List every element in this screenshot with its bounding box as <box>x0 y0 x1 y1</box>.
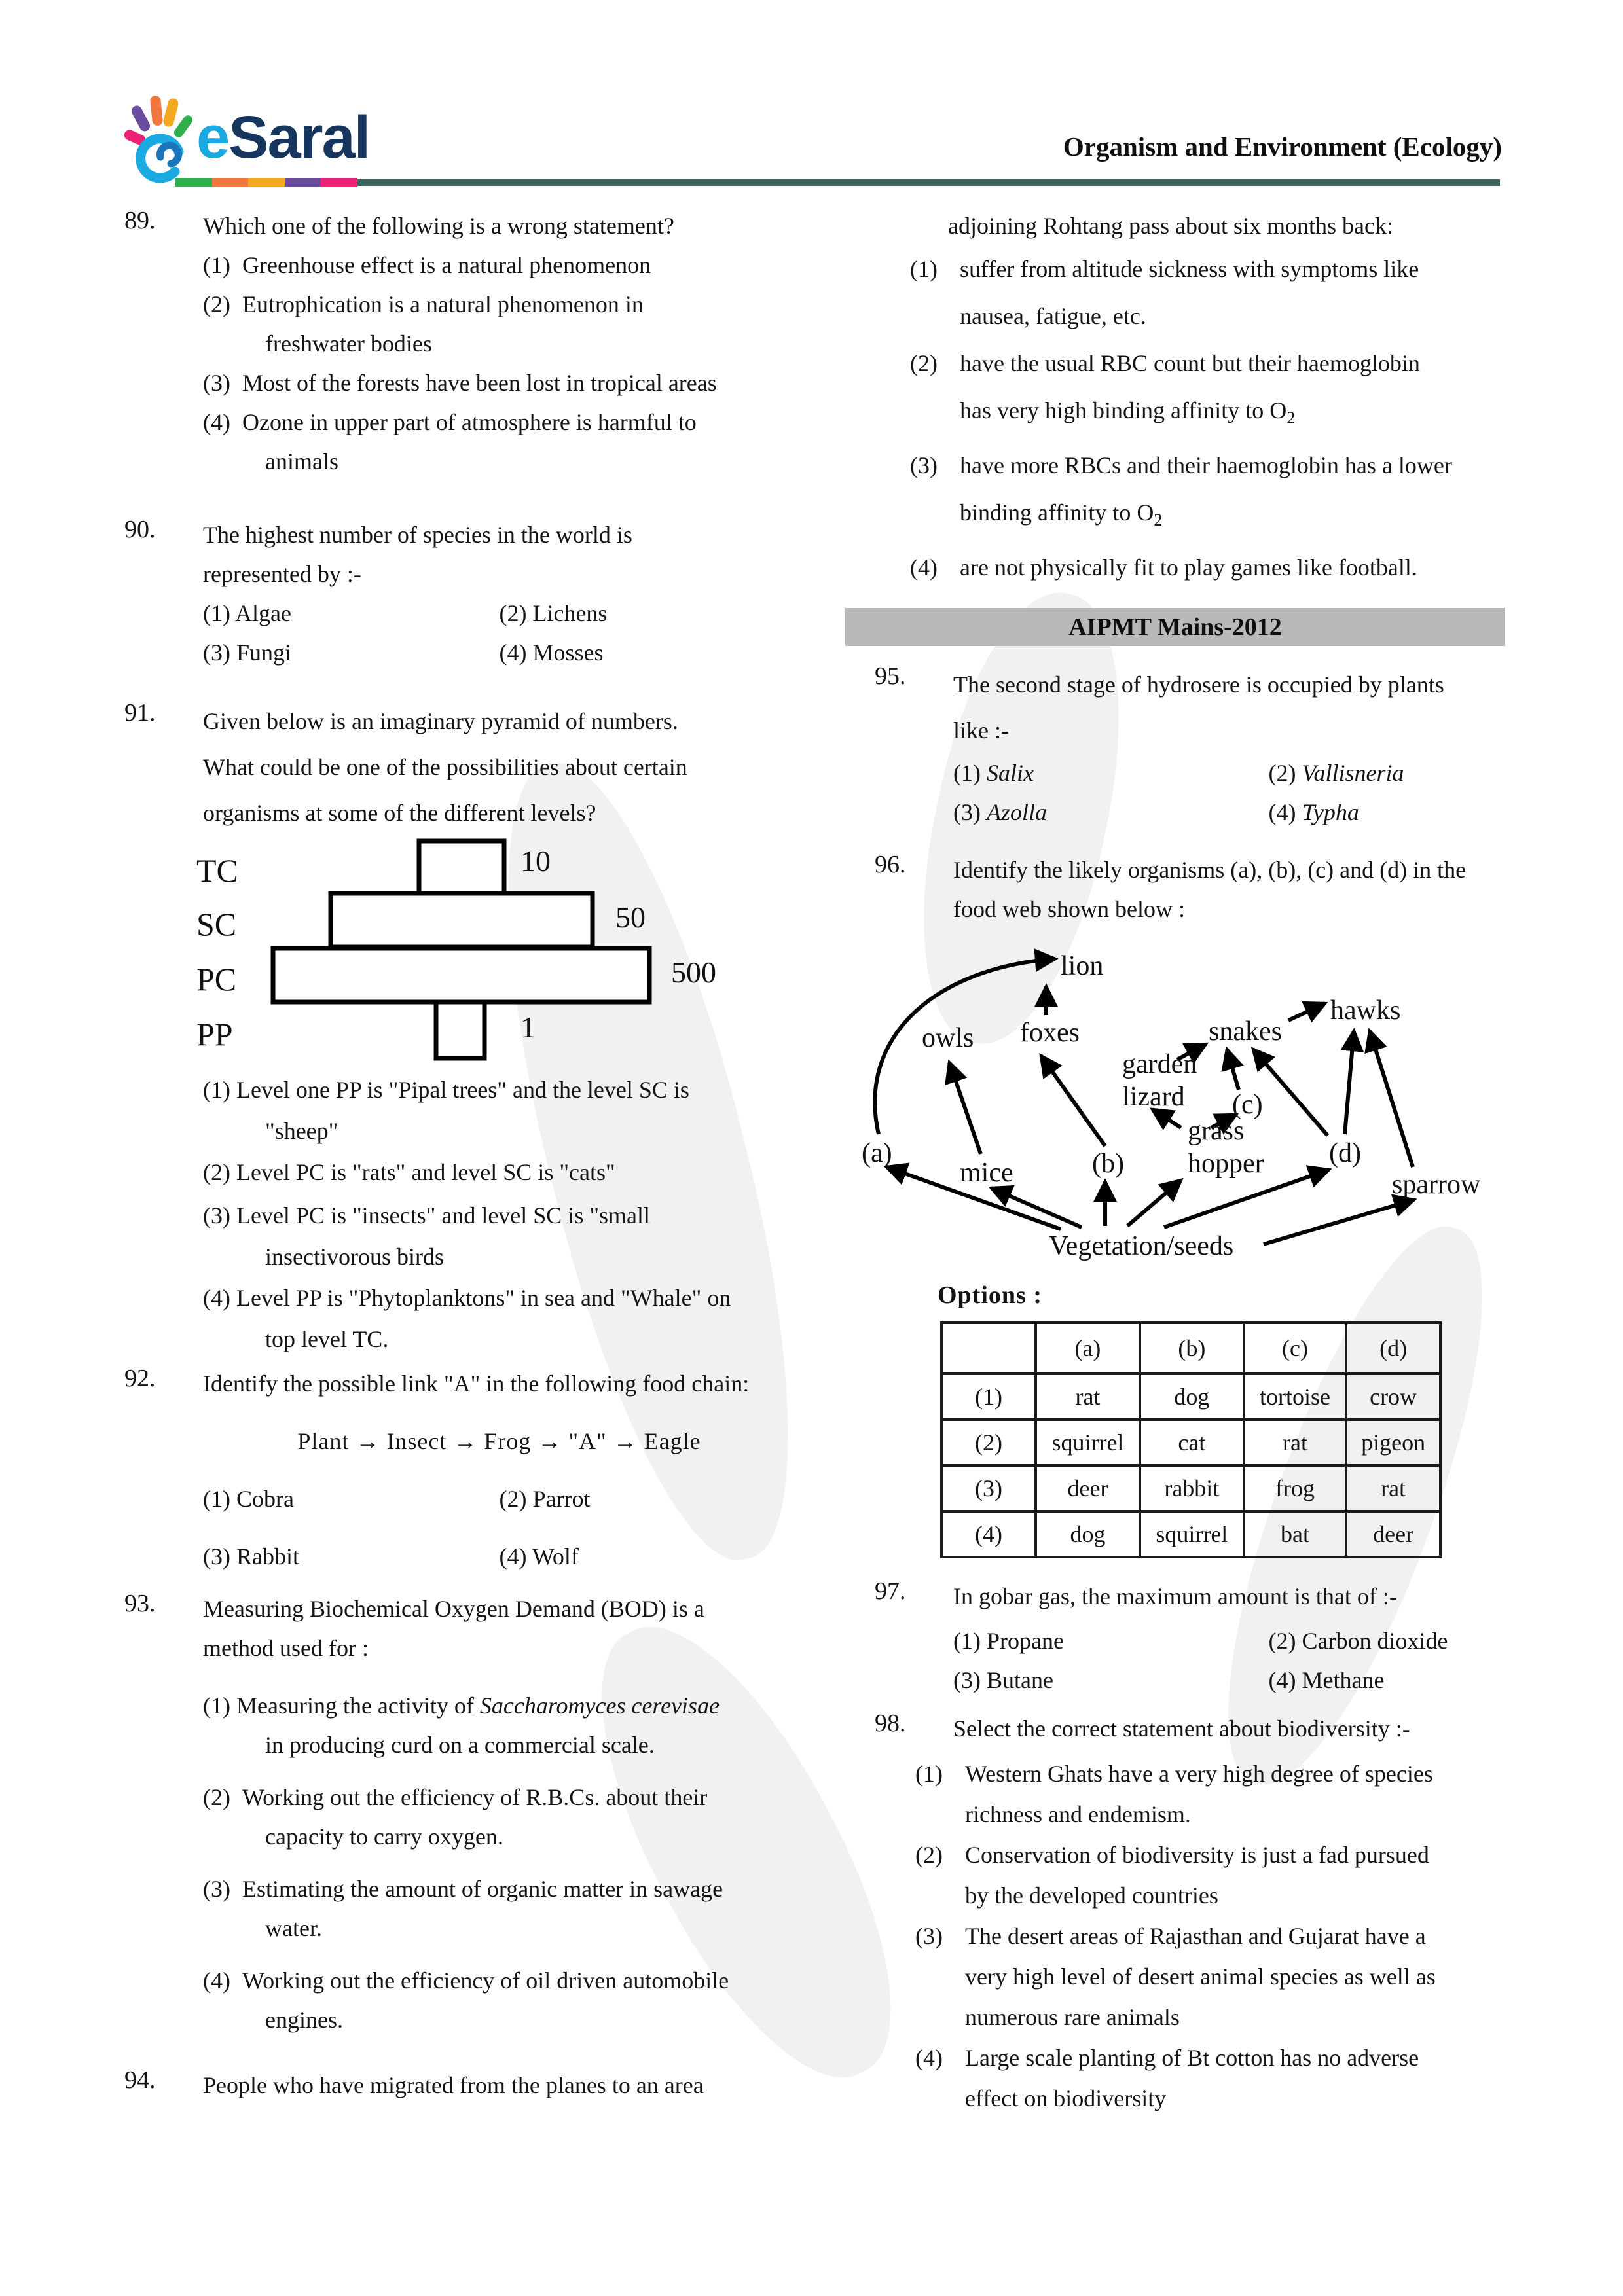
option-text: binding affinity to O <box>960 499 1154 526</box>
option: (4) Methane <box>1268 1667 1385 1694</box>
option-row <box>953 1621 1584 1660</box>
table-cell: dog <box>1140 1374 1244 1420</box>
web-node-lizard: lizard <box>1122 1082 1185 1113</box>
table-cell: crow <box>1346 1374 1440 1420</box>
option: (3) Butane <box>953 1667 1053 1694</box>
option-text: Eutrophication is a natural phenomenon in <box>242 291 644 317</box>
option-label: (2) <box>203 291 230 317</box>
option-continuation: capacity to carry oxygen. <box>265 1823 503 1850</box>
table-row <box>941 1511 1440 1557</box>
option-label: (1) <box>203 252 230 278</box>
option-text: The desert areas of Rajasthan and Gujarat have a <box>965 1923 1426 1950</box>
option-label: (2) <box>1268 760 1302 787</box>
option <box>910 340 1584 387</box>
question-93 <box>124 1589 795 2039</box>
web-node-snakes: snakes <box>1209 1016 1282 1047</box>
question-text: What could be one of the possibilities about certain <box>203 754 687 780</box>
option-text: have the usual RBC count but their haemoglobin <box>960 350 1420 376</box>
question-text: People who have migrated from the planes to an area <box>203 2072 704 2098</box>
table-cell: (1) <box>941 1374 1036 1420</box>
table-cell: tortoise <box>1244 1374 1346 1420</box>
option-label: (2) <box>910 350 938 376</box>
web-node-d: (d) <box>1329 1138 1361 1169</box>
table-cell: deer <box>1036 1465 1140 1511</box>
header-rule <box>357 179 1500 186</box>
table-cell: rat <box>1244 1420 1346 1465</box>
option <box>203 245 795 285</box>
question-text: Identify the likely organisms (a), (b), (c) and (d) in the <box>953 857 1467 884</box>
question-text: Given below is an imaginary pyramid of numbers. <box>203 708 678 734</box>
option <box>203 1869 795 1909</box>
table-header-cell: (d) <box>1346 1323 1440 1374</box>
question-97 <box>875 1577 1584 1700</box>
table-cell: pigeon <box>1346 1420 1440 1465</box>
option-text: Working out the efficiency of oil driven automobile <box>242 1967 729 1994</box>
option-text: Most of the forests have been lost in tropical areas <box>242 370 717 396</box>
option-text: has very high binding affinity to O <box>960 397 1287 423</box>
option-label: (3) <box>910 452 938 479</box>
option-text: Conservation of biodiversity is just a fad pursued <box>965 1842 1429 1869</box>
option <box>953 753 1269 793</box>
option-label: (3) <box>915 1923 943 1950</box>
pyramid-value: 50 <box>615 901 646 934</box>
table-row <box>941 1374 1440 1420</box>
option: (1) Level one PP is "Pipal trees" and the level SC is <box>203 1077 689 1103</box>
option: (1) Propane <box>953 1628 1064 1655</box>
question-text: In gobar gas, the maximum amount is that of :- <box>953 1583 1397 1610</box>
table-row <box>941 1420 1440 1465</box>
question-text: The highest number of species in the world is <box>203 522 632 548</box>
option-text: Working out the efficiency of R.B.Cs. about their <box>242 1784 708 1810</box>
option-continuation: nausea, fatigue, etc. <box>960 303 1146 329</box>
option: (2) Parrot <box>499 1486 591 1512</box>
web-node-vegetation-seeds: Vegetation/seeds <box>1049 1231 1234 1262</box>
table-cell: rat <box>1346 1465 1440 1511</box>
option <box>915 1753 1584 1794</box>
table-header-cell <box>941 1323 1036 1374</box>
option-continuation: numerous rare animals <box>965 2004 1180 2031</box>
option-label: (3) <box>203 1876 230 1902</box>
table-cell: squirrel <box>1140 1511 1244 1557</box>
option-label: (1) <box>953 760 987 787</box>
page-title: Organism and Environment (Ecology) <box>1063 132 1502 162</box>
question-96-options <box>875 1272 1584 1558</box>
arrow-d-to-hawks <box>1345 1031 1354 1134</box>
question-number: 97. <box>875 1577 906 1605</box>
option: (1) Cobra <box>203 1486 294 1512</box>
table-cell: rat <box>1036 1374 1140 1420</box>
option: (4) Wolf <box>499 1543 579 1570</box>
question-98 <box>875 1709 1584 2119</box>
question-text: represented by :- <box>203 561 361 587</box>
option-row <box>203 594 795 633</box>
web-node-foxes: foxes <box>1020 1018 1080 1049</box>
left-column <box>0 188 814 2098</box>
question-91-options <box>124 1068 795 1359</box>
option: (2) Carbon dioxide <box>1268 1628 1448 1655</box>
question-number: 98. <box>875 1710 906 1738</box>
question-text: method used for : <box>203 1635 369 1661</box>
table-cell: (4) <box>941 1511 1036 1557</box>
option <box>203 1961 795 2000</box>
option-row <box>203 1537 795 1576</box>
option-label: (2) <box>915 1842 943 1869</box>
option-text: Azolla <box>986 799 1047 826</box>
option-continuation: in producing curd on a commercial scale. <box>265 1732 655 1758</box>
option-continuation: animals <box>265 448 338 475</box>
web-node-c: (c) <box>1232 1090 1263 1121</box>
option-continuation: engines. <box>265 2007 343 2033</box>
logo-e: e <box>196 104 229 171</box>
options-label: Options : <box>938 1282 1042 1310</box>
option-label: (4) <box>915 2045 943 2072</box>
food-web-options-table <box>940 1321 1442 1558</box>
option-text: Measuring the activity of <box>236 1693 480 1719</box>
table-header-row <box>941 1323 1440 1374</box>
logo-saral: Saral <box>228 104 370 171</box>
option <box>953 793 1269 832</box>
option-continuation: "sheep" <box>265 1118 338 1144</box>
pyramid-value: 1 <box>520 1011 536 1044</box>
option-label: (4) <box>203 1967 230 1994</box>
option-continuation: water. <box>265 1915 322 1941</box>
question-number: 96. <box>875 851 906 879</box>
option <box>203 1686 795 1725</box>
option <box>915 2037 1584 2078</box>
option <box>203 1778 795 1817</box>
table-cell: (3) <box>941 1465 1036 1511</box>
question-number: 92. <box>124 1365 156 1392</box>
option <box>910 442 1584 489</box>
food-web-diagram <box>845 931 1604 1272</box>
option-row <box>953 753 1584 793</box>
option-text: Vallisneria <box>1302 760 1404 787</box>
question-text: The second stage of hydrosere is occupied by plants <box>953 672 1444 698</box>
question-89 <box>124 206 795 481</box>
option <box>203 285 795 324</box>
option: (3) Fungi <box>203 639 291 666</box>
option-label: (4) <box>910 554 938 581</box>
option <box>915 1835 1584 1875</box>
table-header-cell: (b) <box>1140 1323 1244 1374</box>
arrow-mice-to-owls <box>949 1062 981 1154</box>
option-text: Ozone in upper part of atmosphere is harmful to <box>242 409 697 435</box>
table-cell: deer <box>1346 1511 1440 1557</box>
arrow-b-to-foxes <box>1041 1056 1105 1146</box>
option: (2) Level PC is "rats" and level SC is "cats" <box>203 1159 615 1185</box>
option-label: (1) <box>203 1693 230 1719</box>
esaral-hand-icon <box>121 92 200 190</box>
subscript: 2 <box>1286 408 1296 428</box>
arrow-d-to-snakes <box>1253 1049 1328 1136</box>
question-92 <box>124 1364 795 1576</box>
food-chain: Plant → Insect → Frog → "A" → Eagle <box>297 1428 701 1454</box>
arrow-snakes-to-hawks <box>1288 1003 1325 1020</box>
question-90 <box>124 515 795 672</box>
table-cell: cat <box>1140 1420 1244 1465</box>
option-continuation <box>948 489 1584 544</box>
option-text: Western Ghats have a very high degree of species <box>965 1761 1433 1787</box>
question-text: Measuring Biochemical Oxygen Demand (BOD) is a <box>203 1596 704 1622</box>
option-continuation: effect on biodiversity <box>965 2085 1167 2112</box>
question-text: organisms at some of the different levels? <box>203 800 596 826</box>
option: (3) Rabbit <box>203 1543 299 1570</box>
question-96 <box>875 850 1584 929</box>
option: (4) Level PP is "Phytoplanktons" in sea and "Whale" on <box>203 1285 731 1311</box>
web-node-owls: owls <box>922 1023 974 1054</box>
web-node-grass: grass <box>1188 1116 1245 1147</box>
question-text: Select the correct statement about biodiversity :- <box>953 1715 1410 1742</box>
option-label: (3) <box>953 799 987 826</box>
option-continuation: richness and endemism. <box>965 1801 1191 1828</box>
web-node-mice: mice <box>960 1158 1013 1189</box>
question-number: 91. <box>124 699 156 726</box>
question-94-continuation <box>875 206 1584 591</box>
option <box>910 245 1584 293</box>
esaral-logo <box>121 92 422 177</box>
table-header-cell: (a) <box>1036 1323 1140 1374</box>
option-row <box>203 633 795 672</box>
arrow-veg-to-grasshopper <box>1127 1180 1181 1226</box>
option-label: (2) <box>203 1784 230 1810</box>
web-node-sparrow: sparrow <box>1392 1170 1481 1200</box>
question-text: adjoining Rohtang pass about six months back: <box>948 213 1393 239</box>
option-text: Greenhouse effect is a natural phenomenon <box>242 252 651 278</box>
option: (2) Lichens <box>499 600 608 626</box>
option <box>1269 753 1584 793</box>
web-node-hopper: hopper <box>1188 1149 1264 1179</box>
web-node-garden: garden <box>1122 1049 1197 1080</box>
pyramid-value: 10 <box>520 844 551 878</box>
question-number: 93. <box>124 1590 156 1617</box>
table-cell: dog <box>1036 1511 1140 1557</box>
option: (1) Algae <box>203 600 291 626</box>
table-header-cell: (c) <box>1244 1323 1346 1374</box>
arrow-grasshopper-to-gardenlizard <box>1152 1109 1181 1128</box>
option-continuation: freshwater bodies <box>265 331 432 357</box>
option: (4) Mosses <box>499 639 604 666</box>
option-label: (4) <box>203 409 230 435</box>
arrow-sparrow-to-hawks <box>1370 1031 1413 1167</box>
option-text: are not physically fit to play games like football. <box>960 554 1417 581</box>
option-text: Estimating the amount of organic matter in sawage <box>242 1876 723 1902</box>
pyramid-level-label: SC <box>196 906 237 942</box>
table-row <box>941 1465 1440 1511</box>
option <box>910 544 1584 591</box>
table-cell: bat <box>1244 1511 1346 1557</box>
subscript: 2 <box>1154 511 1163 530</box>
pyramid-level-label: PP <box>196 1016 233 1052</box>
question-text: Identify the possible link "A" in the following food chain: <box>203 1371 750 1397</box>
option-label: (1) <box>910 256 938 282</box>
logo-wordmark <box>196 103 369 172</box>
option-label: (1) <box>915 1761 943 1787</box>
question-number: 95. <box>875 662 906 691</box>
pyramid-value: 500 <box>671 956 716 989</box>
question-number: 90. <box>124 516 156 543</box>
option-row <box>953 793 1584 832</box>
web-node-lion: lion <box>1061 951 1104 982</box>
table-cell: rabbit <box>1140 1465 1244 1511</box>
arrow-veg-to-sparrow <box>1264 1200 1414 1244</box>
pyramid-level-label: PC <box>196 961 237 997</box>
web-node-a: (a) <box>862 1138 892 1169</box>
pyramid-level-label: TC <box>196 852 238 889</box>
pyramid-of-numbers-diagram <box>111 837 766 1063</box>
option-continuation: insectivorous birds <box>265 1244 444 1270</box>
web-node-b: (b) <box>1092 1149 1124 1179</box>
exam-source-banner: AIPMT Mains-2012 <box>845 608 1505 646</box>
right-column <box>817 188 1623 2112</box>
option <box>1269 793 1584 832</box>
question-text: food web shown below : <box>953 896 1185 923</box>
logo-color-bar <box>175 178 357 187</box>
option-continuation: top level TC. <box>265 1326 389 1352</box>
option-text: Large scale planting of Bt cotton has no adverse <box>965 2045 1419 2072</box>
question-95 <box>875 662 1584 832</box>
arrow-c-to-snakes <box>1227 1049 1239 1090</box>
option-label: (4) <box>1268 799 1302 826</box>
question-text: like :- <box>953 717 1009 744</box>
option-text: suffer from altitude sickness with symptoms like <box>960 256 1419 282</box>
option-text: Typha <box>1302 799 1359 826</box>
option-continuation: very high level of desert animal species as well as <box>965 1964 1436 1990</box>
option-row <box>203 1479 795 1518</box>
option <box>203 403 795 442</box>
option-continuation <box>948 387 1584 442</box>
table-cell: (2) <box>941 1420 1036 1465</box>
option-label: (3) <box>203 370 230 396</box>
question-number: 89. <box>124 207 156 234</box>
option-continuation: by the developed countries <box>965 1882 1218 1909</box>
table-cell: frog <box>1244 1465 1346 1511</box>
question-number: 94. <box>124 2066 156 2094</box>
option-text: have more RBCs and their haemoglobin has a lower <box>960 452 1452 479</box>
question-text: Which one of the following is a wrong statement? <box>203 213 674 239</box>
web-node-hawks: hawks <box>1330 996 1401 1026</box>
option <box>915 1916 1584 1956</box>
option: (3) Level PC is "insects" and level SC is "small <box>203 1202 651 1229</box>
option <box>203 363 795 403</box>
table-cell: squirrel <box>1036 1420 1140 1465</box>
question-94 <box>124 2066 795 2105</box>
option-row <box>953 1660 1584 1700</box>
question-91 <box>124 698 795 836</box>
option-text: Salix <box>986 760 1034 787</box>
species-name: Saccharomyces cerevisae <box>479 1693 720 1719</box>
